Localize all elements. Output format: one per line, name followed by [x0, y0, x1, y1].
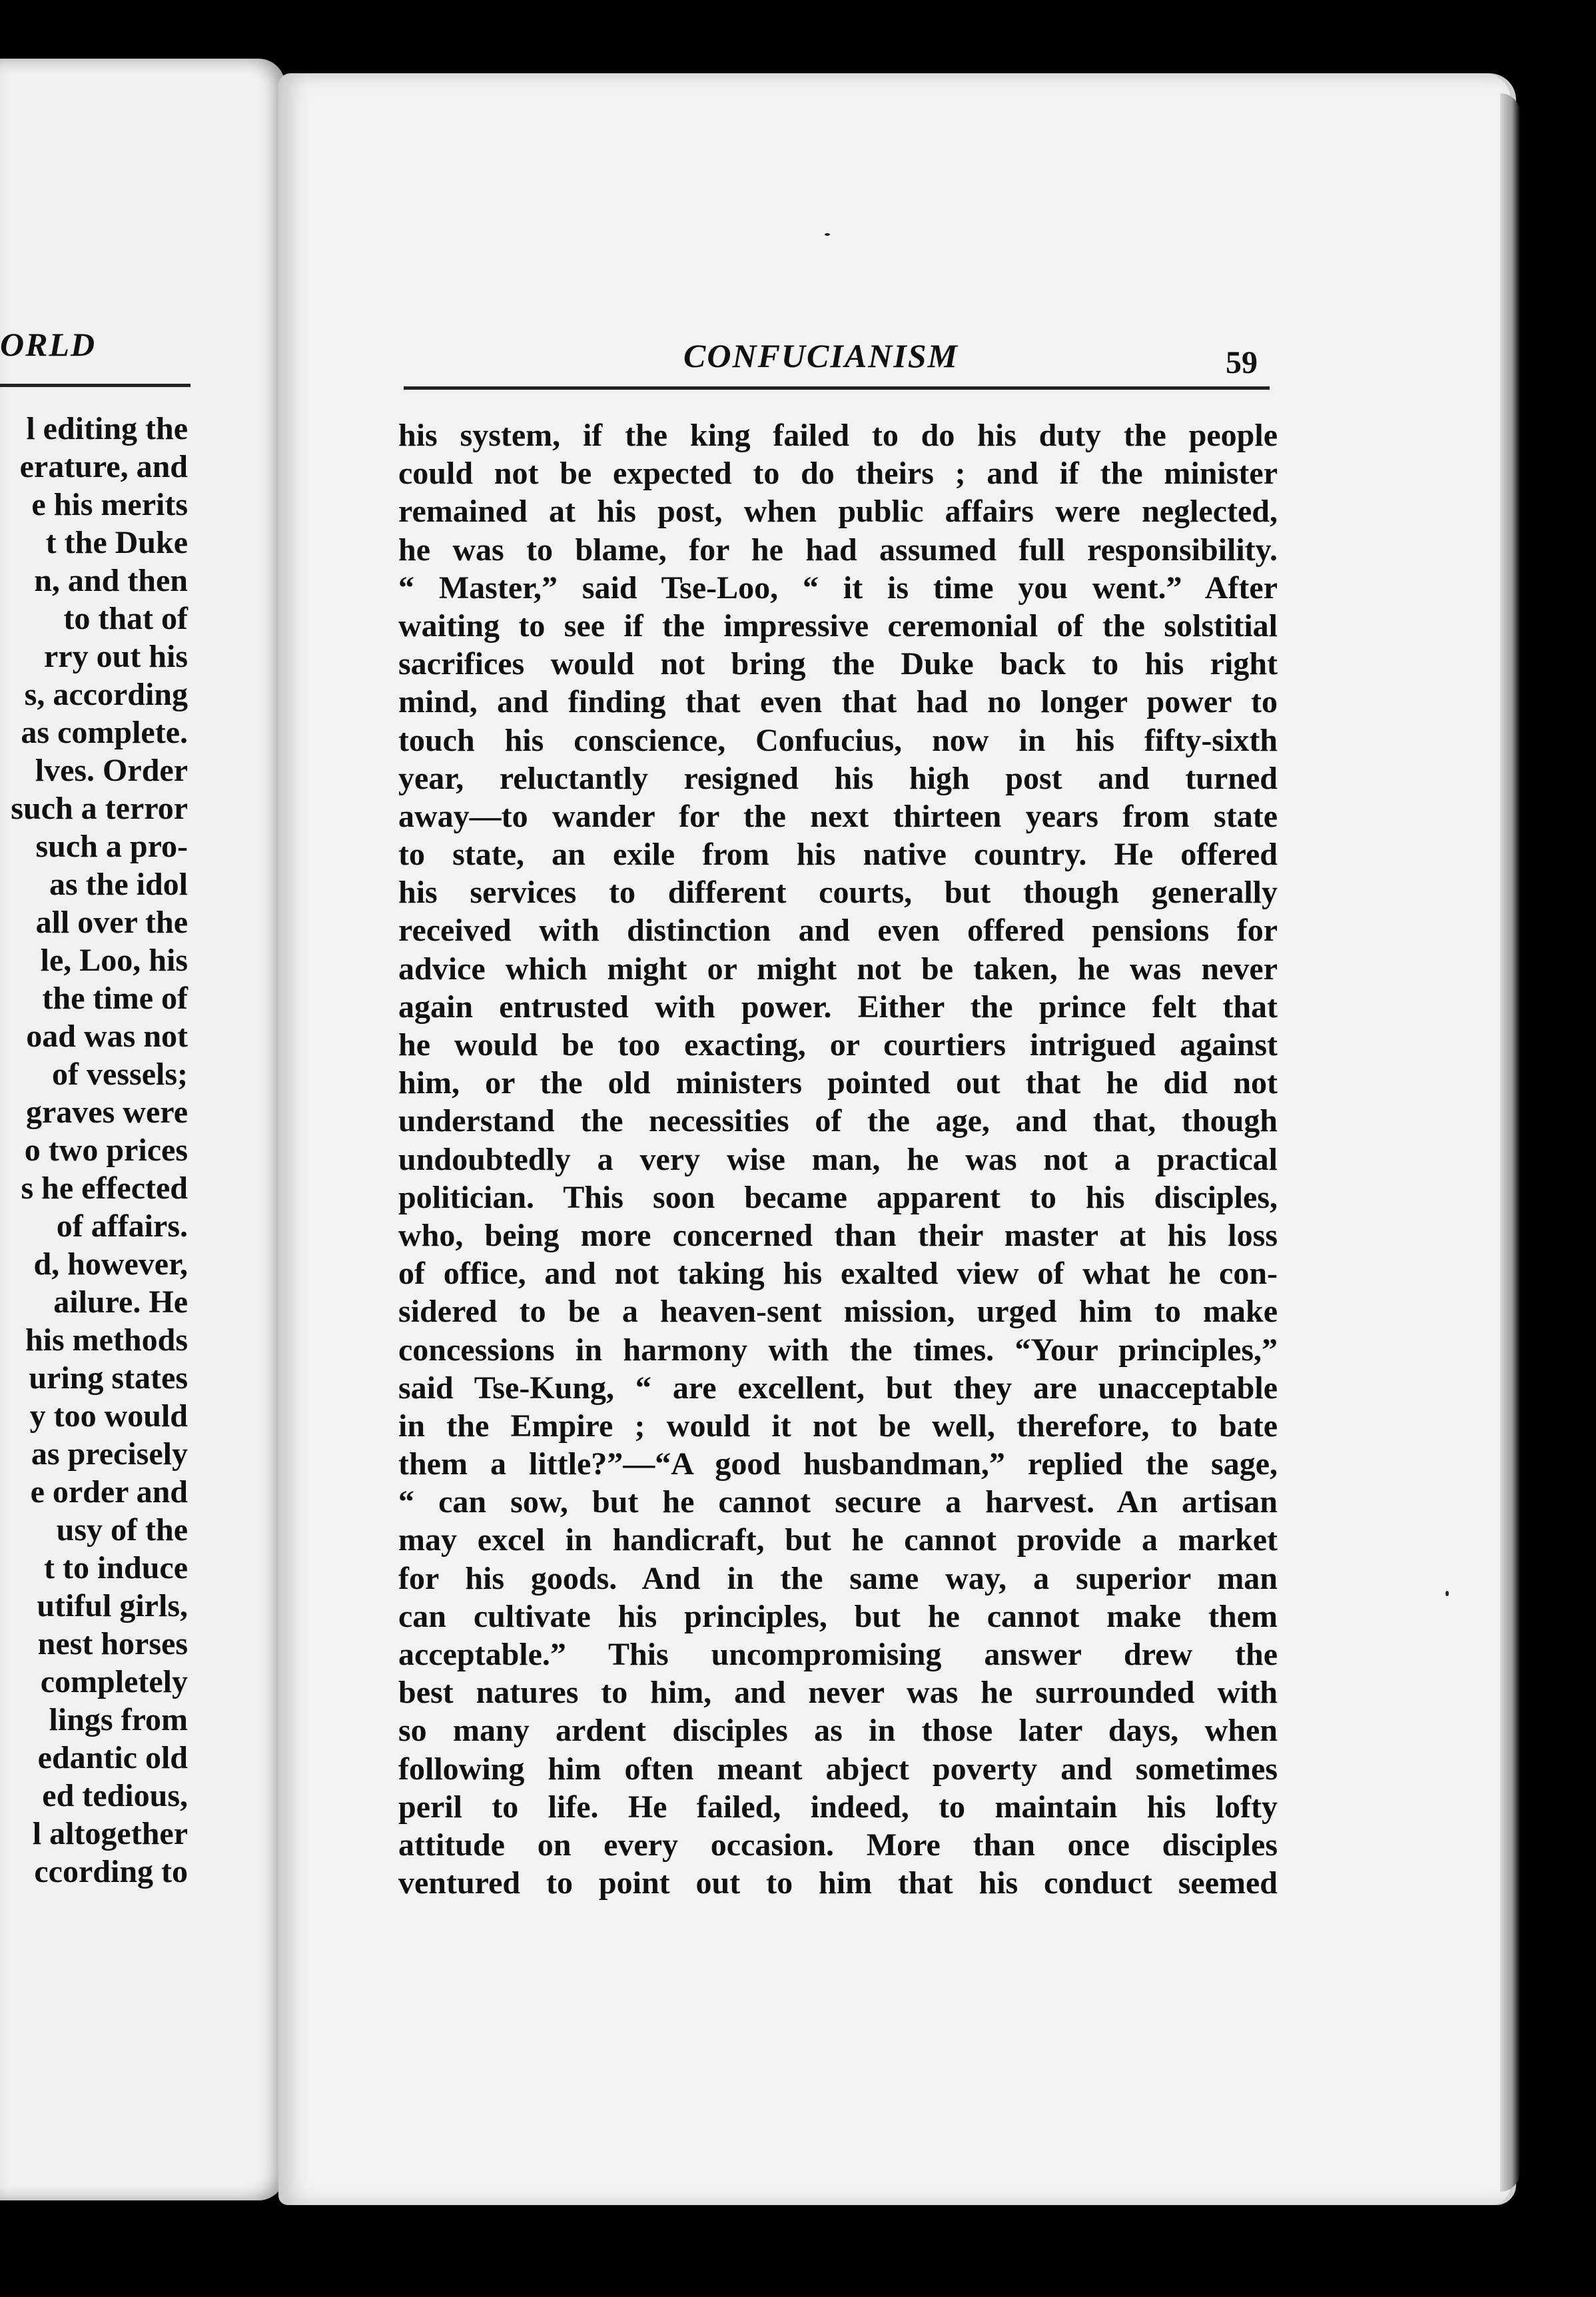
left-text-line: utiful girls,: [37, 1588, 188, 1623]
left-text-line: ccording to: [34, 1854, 188, 1889]
text-line: politician. This soon became apparent to his disciples,: [398, 1179, 1278, 1215]
text-line: mind, and finding that even that had no longer power to: [398, 684, 1278, 720]
left-text-line: s, according: [24, 677, 188, 712]
page-number: 59: [1226, 345, 1258, 380]
left-text-line: uring states: [29, 1360, 188, 1396]
left-text-line: such a pro-: [35, 829, 188, 864]
left-page-text: [0, 410, 188, 1891]
left-text-line: lves. Order: [35, 753, 188, 788]
left-text-line: e his merits: [31, 487, 188, 522]
text-line: attitude on every occasion. More than once disciples: [398, 1827, 1278, 1863]
left-text-line: of affairs.: [56, 1208, 188, 1244]
text-line: so many ardent disciples as in those later days, when: [398, 1713, 1278, 1749]
text-line: may excel in handicraft, but he cannot provide a market: [398, 1522, 1278, 1558]
previous-page-fragment: [0, 59, 285, 2200]
left-text-line: le, Loo, his: [40, 943, 188, 978]
left-text-line: l editing the: [26, 411, 188, 446]
left-text-line: s he effected: [21, 1170, 188, 1206]
text-line: he was to blame, for he had assumed full responsibility.: [398, 532, 1278, 568]
page-body-text: [398, 416, 1278, 1902]
text-line: in the Empire ; would it not be well, therefore, to bate: [398, 1408, 1278, 1444]
text-line: of office, and not taking his exalted view of what he con-: [398, 1256, 1278, 1292]
text-line: him, or the old ministers pointed out that he did not: [398, 1065, 1278, 1101]
left-text-line: nest horses: [37, 1626, 188, 1661]
left-text-line: l altogether: [32, 1816, 188, 1851]
text-line: can cultivate his principles, but he cannot make them: [398, 1598, 1278, 1634]
text-line: advice which might or might not be taken, he was never: [398, 951, 1278, 987]
left-text-line: t the Duke: [45, 525, 188, 560]
text-line: ventured to point out to him that his conduct seemed: [398, 1865, 1278, 1901]
text-line: waiting to see if the impressive ceremonial of the solstitial: [398, 608, 1278, 644]
left-text-line: ailure. He: [53, 1284, 188, 1320]
text-line: could not be expected to do theirs ; and if the minister: [398, 456, 1278, 492]
page-edge: [1500, 93, 1520, 2192]
text-line: who, being more concerned than their master at his loss: [398, 1217, 1278, 1253]
text-line: sacrifices would not bring the Duke back to his right: [398, 646, 1278, 682]
text-line: for his goods. And in the same way, a superior man: [398, 1560, 1278, 1596]
left-text-line: graves were: [26, 1095, 188, 1130]
page-header: [278, 336, 1511, 390]
left-text-line: y too would: [29, 1398, 188, 1434]
left-text-line: of vessels;: [52, 1057, 188, 1092]
scan-speck: [825, 233, 830, 236]
left-text-line: such a terror: [11, 791, 188, 826]
text-line: undoubtedly a very wise man, he was not a practical: [398, 1141, 1278, 1177]
left-text-line: o two prices: [24, 1133, 188, 1168]
text-line: touch his conscience, Confucius, now in his fifty-sixth: [398, 722, 1278, 758]
left-header-rule: [0, 384, 191, 387]
text-line: he would be too exacting, or courtiers intrigued against: [398, 1027, 1278, 1063]
text-line: his services to different courts, but though generally: [398, 875, 1278, 911]
left-text-line: his methods: [25, 1322, 188, 1358]
left-text-line: the time of: [42, 981, 188, 1016]
left-text-line: all over the: [35, 905, 188, 940]
left-text-line: lings from: [49, 1702, 188, 1737]
left-text-line: as complete.: [21, 715, 188, 750]
text-line: them a little?”—“A good husbandman,” replied the sage,: [398, 1446, 1278, 1482]
left-text-line: completely: [40, 1664, 188, 1699]
left-text-line: erature, and: [19, 449, 188, 484]
left-text-line: edantic old: [37, 1740, 188, 1775]
text-line: peril to life. He failed, indeed, to maintain his lofty: [398, 1789, 1278, 1825]
running-head-title: CONFUCIANISM: [683, 337, 959, 374]
text-line: “ can sow, but he cannot secure a harvest. An artisan: [398, 1484, 1278, 1520]
left-running-head: ORLD: [0, 326, 97, 363]
left-text-line: rry out his: [44, 639, 188, 674]
current-page: [278, 73, 1511, 2205]
left-text-line: usy of the: [56, 1512, 188, 1548]
left-text-line: as precisely: [31, 1436, 188, 1472]
text-line: said Tse-Kung, “ are excellent, but they are unacceptable: [398, 1370, 1278, 1406]
text-line: “ Master,” said Tse-Loo, “ it is time you went.” After: [398, 570, 1278, 606]
text-line: received with distinction and even offered pensions for: [398, 913, 1278, 949]
scan-speck: [1445, 1591, 1449, 1596]
text-line: away—to wander for the next thirteen years from state: [398, 798, 1278, 834]
left-text-line: t to induce: [44, 1550, 188, 1586]
left-text-line: d, however,: [33, 1246, 188, 1282]
text-line: acceptable.” This uncompromising answer drew the: [398, 1637, 1278, 1672]
left-text-line: e order and: [30, 1474, 188, 1510]
text-line: to state, an exile from his native country. He offered: [398, 837, 1278, 873]
text-line: his system, if the king failed to do his duty the people: [398, 418, 1278, 453]
text-line: year, reluctantly resigned his high post and turned: [398, 760, 1278, 796]
text-line: sidered to be a heaven-sent mission, urged him to make: [398, 1294, 1278, 1330]
text-line: again entrusted with power. Either the prince felt that: [398, 989, 1278, 1025]
text-line: remained at his post, when public affairs were neglected,: [398, 494, 1278, 530]
text-line: understand the necessities of the age, and that, though: [398, 1103, 1278, 1139]
text-line: best natures to him, and never was he surrounded with: [398, 1675, 1278, 1711]
text-line: following him often meant abject poverty and sometimes: [398, 1751, 1278, 1787]
left-text-line: to that of: [63, 601, 188, 636]
left-text-line: ed tedious,: [42, 1778, 188, 1813]
left-text-line: oad was not: [26, 1019, 188, 1054]
left-text-line: n, and then: [34, 563, 188, 598]
text-line: concessions in harmony with the times. “Your principles,”: [398, 1332, 1278, 1368]
header-rule: [404, 386, 1270, 390]
left-text-line: as the idol: [49, 867, 188, 902]
